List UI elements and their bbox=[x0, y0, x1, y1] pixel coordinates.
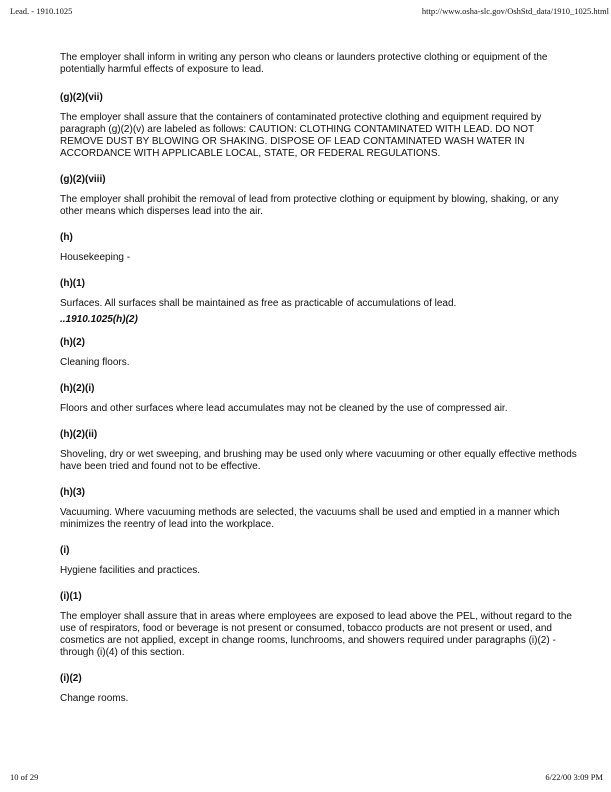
paragraph-hygiene: Hygiene facilities and practices. bbox=[60, 565, 201, 576]
section-heading-i: (i) bbox=[60, 545, 70, 556]
section-heading-h2ii: (h)(2)(ii) bbox=[60, 429, 98, 440]
section-heading-g2vii: (g)(2)(vii) bbox=[60, 92, 103, 103]
paragraph-housekeeping: Housekeeping - bbox=[60, 252, 131, 263]
page-header-title: Lead. - 1910.1025 bbox=[10, 6, 73, 16]
paragraph-change-rooms: Change rooms. bbox=[60, 693, 129, 704]
paragraph-surfaces: Surfaces. All surfaces shall be maintained as free as practicable of accumulations of lead. bbox=[60, 298, 457, 309]
paragraph-cleaning-floors: Cleaning floors. bbox=[60, 357, 130, 368]
print-datetime: 6/22/00 3:09 PM bbox=[545, 772, 603, 782]
paragraph-shoveling: Shoveling, dry or wet sweeping, and brushing may be used only where vacuuming or other equally effective methods have been tried and found not to be effective. bbox=[60, 449, 577, 472]
section-heading-h: (h) bbox=[60, 232, 73, 243]
section-heading-i1: (i)(1) bbox=[60, 591, 82, 602]
page-number: 10 of 29 bbox=[10, 772, 39, 782]
paragraph-inform-launderers: The employer shall inform in writing any person who cleans or launders protective clothing or equipment of the potentially harmful effects of exposure to lead. bbox=[60, 52, 548, 75]
document-body bbox=[60, 52, 580, 705]
paragraph-vacuuming: Vacuuming. Where vacuuming methods are selected, the vacuums shall be used and emptied in a manner which minimizes the reentry of lead into the workplace. bbox=[60, 507, 560, 530]
paragraph-food-tobacco: The employer shall assure that in areas where employees are exposed to lead above the PEL, without regard to the use of respirators, food or beverage is not present or consumed, tobacco products are not present or used, and cosmetics are not applied, except in change rooms, lunchrooms, and showers required under paragraphs (i)(2) - through (i)(4) of this section. bbox=[60, 611, 572, 658]
section-heading-i2: (i)(2) bbox=[60, 673, 82, 684]
page-header-url: http://www.osha-slc.gov/OshStd_data/1910_1025.html bbox=[421, 6, 609, 16]
citation-reference: ..1910.1025(h)(2) bbox=[60, 314, 138, 325]
section-heading-g2viii: (g)(2)(viii) bbox=[60, 174, 106, 185]
section-heading-h3: (h)(3) bbox=[60, 487, 85, 498]
section-heading-h2i: (h)(2)(i) bbox=[60, 383, 95, 394]
paragraph-prohibit-blowing: The employer shall prohibit the removal of lead from protective clothing or equipment by blowing, shaking, or any other means which disperses lead into the air. bbox=[60, 194, 559, 217]
paragraph-compressed-air: Floors and other surfaces where lead accumulates may not be cleaned by the use of compressed air. bbox=[60, 403, 508, 414]
paragraph-container-labels: The employer shall assure that the containers of contaminated protective clothing and equipment required by paragraph (g)(2)(v) are labeled as follows: CAUTION: CLOTHING CONTAMINATED WITH LEAD. DO NOT REMOVE DUST BY BLOWING OR SHAKING. DISPOSE OF LEAD CONTAMINATED WASH WATER IN ACCORDANCE WITH APPLICABLE LOCAL, STATE, OR FEDERAL REGULATIONS. bbox=[60, 112, 542, 159]
section-heading-h2: (h)(2) bbox=[60, 337, 85, 348]
section-heading-h1: (h)(1) bbox=[60, 278, 85, 289]
